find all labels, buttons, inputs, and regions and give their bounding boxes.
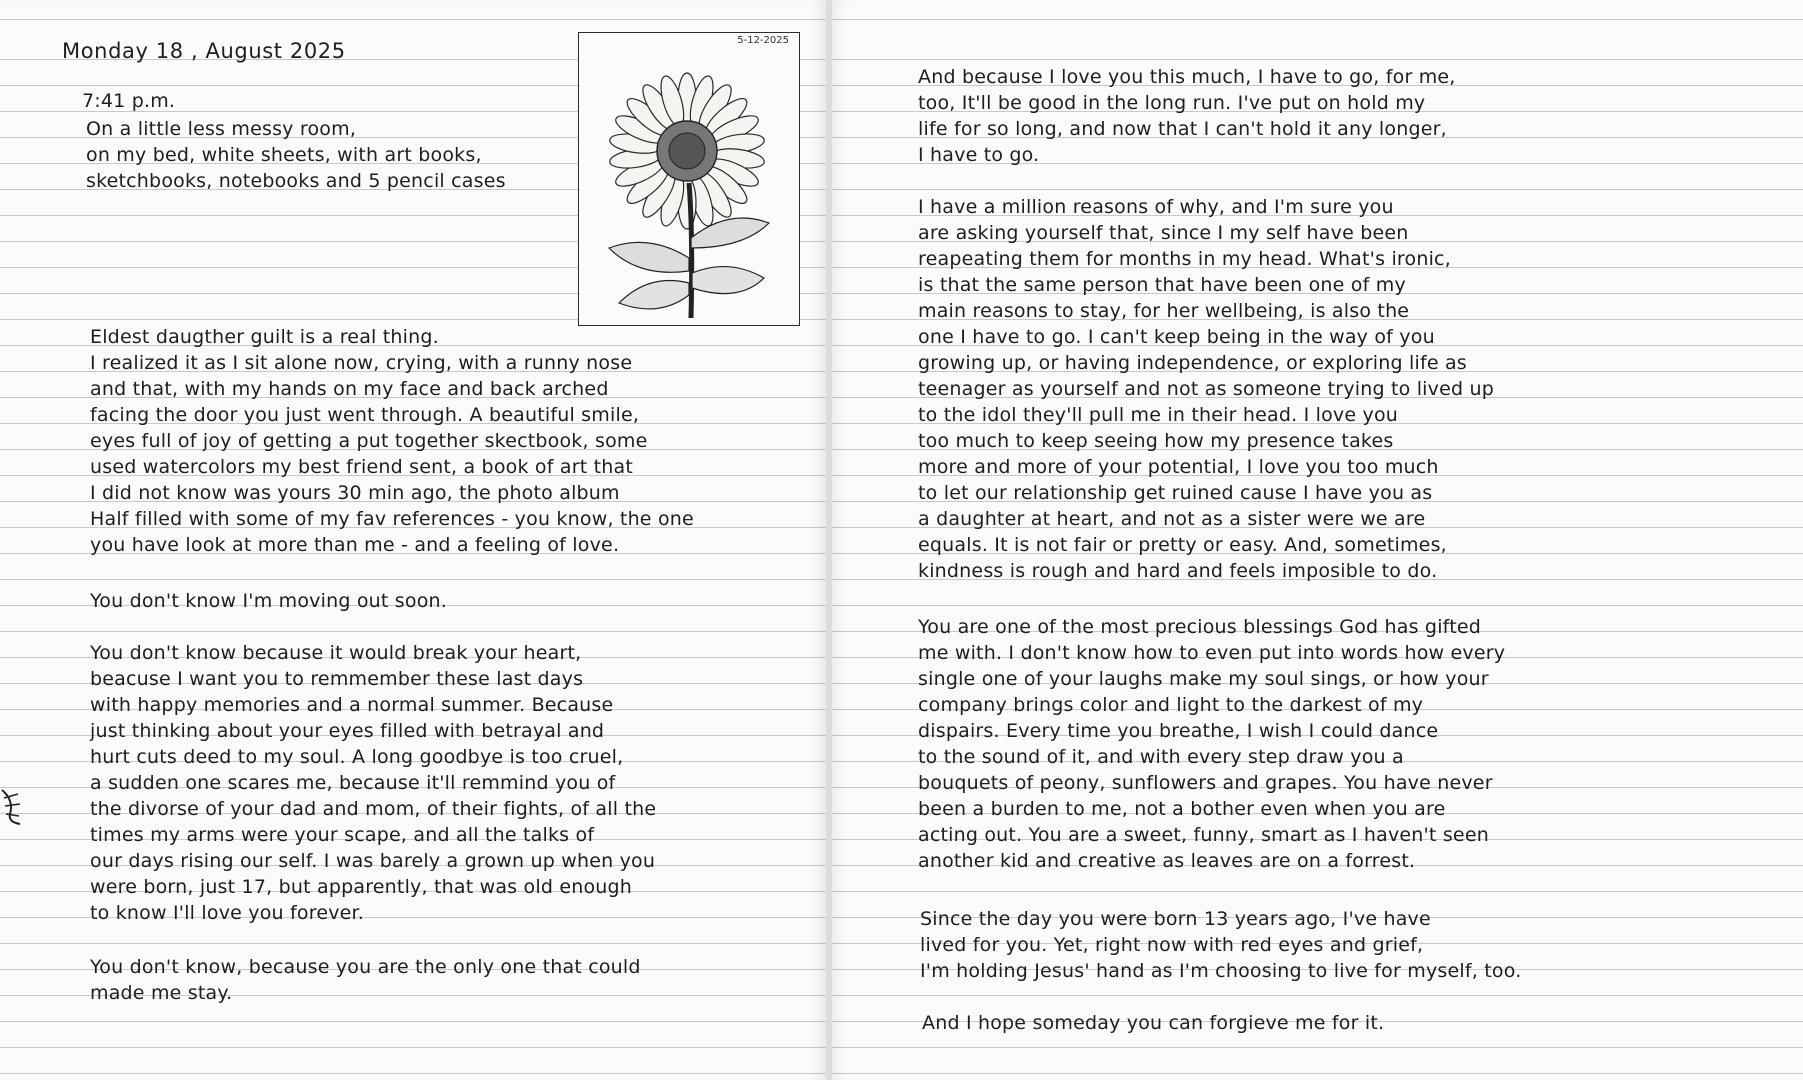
paragraph bbox=[918, 64, 1456, 168]
text-line: a daughter at heart, and not as a sister were we are bbox=[918, 508, 1426, 530]
text-line: used watercolors my best friend sent, a book of art that bbox=[90, 456, 633, 478]
entry-date: Monday 18 , August 2025 bbox=[62, 39, 346, 63]
text-line: reapeating them for months in my head. What's ironic, bbox=[918, 248, 1451, 270]
text-line: On a little less messy room, bbox=[86, 118, 357, 140]
text-line: were born, just 17, but apparently, that was old enough bbox=[90, 876, 633, 898]
text-line: eyes full of joy of getting a put together skectbook, some bbox=[90, 430, 648, 452]
text-line: too, It'll be good in the long run. I've put on hold my bbox=[918, 92, 1426, 114]
text-line: dispairs. Every time you breathe, I wish I could dance bbox=[918, 720, 1439, 742]
paragraph bbox=[920, 906, 1521, 984]
text-line: You don't know, because you are the only one that could bbox=[90, 956, 641, 978]
text-line: me with. I don't know how to even put into words how every bbox=[918, 642, 1506, 664]
text-line: teenager as yourself and not as someone trying to lived up bbox=[918, 378, 1494, 400]
text-line: life for so long, and now that I can't hold it any longer, bbox=[918, 118, 1447, 140]
text-line: hurt cuts deed to my soul. A long goodbye is too cruel, bbox=[90, 746, 624, 768]
margin-doodle-icon bbox=[0, 784, 26, 828]
paragraph bbox=[918, 194, 1494, 584]
text-line: bouquets of peony, sunflowers and grapes. You have never bbox=[918, 772, 1493, 794]
text-line: I have to go. bbox=[918, 144, 1040, 166]
text-line: made me stay. bbox=[90, 982, 233, 1004]
text-line: main reasons to stay, for her wellbeing, is also the bbox=[918, 300, 1410, 322]
sunflower-sketch bbox=[578, 32, 800, 326]
text-line: Eldest daugther guilt is a real thing. bbox=[90, 326, 439, 348]
text-line: You don't know because it would break your heart, bbox=[90, 642, 582, 664]
text-line: kindness is rough and hard and feels imposible to do. bbox=[918, 560, 1438, 582]
text-line: And I hope someday you can forgieve me for it. bbox=[922, 1012, 1385, 1034]
paragraph bbox=[90, 588, 447, 614]
right-page bbox=[832, 0, 1803, 1080]
text-line: Half filled with some of my fav references - you know, the one bbox=[90, 508, 694, 530]
text-line: You don't know I'm moving out soon. bbox=[90, 590, 448, 612]
text-line: just thinking about your eyes filled with betrayal and bbox=[90, 720, 605, 742]
text-line: I did not know was yours 30 min ago, the photo album bbox=[90, 482, 620, 504]
text-line: a sudden one scares me, because it'll remmind you of bbox=[90, 772, 616, 794]
sunflower-sketch-icon bbox=[579, 33, 799, 325]
text-line: equals. It is not fair or pretty or easy. And, sometimes, bbox=[918, 534, 1447, 556]
text-line: I'm holding Jesus' hand as I'm choosing to live for myself, too. bbox=[920, 960, 1522, 982]
text-line: to know I'll love you forever. bbox=[90, 902, 365, 924]
text-line: and that, with my hands on my face and back arched bbox=[90, 378, 609, 400]
text-line: too much to keep seeing how my presence takes bbox=[918, 430, 1394, 452]
entry-time: 7:41 p.m. bbox=[82, 90, 176, 112]
text-line: growing up, or having independence, or exploring life as bbox=[918, 352, 1467, 374]
text-line: to let our relationship get ruined cause I have you as bbox=[918, 482, 1433, 504]
text-line: been a burden to me, not a bother even when you are bbox=[918, 798, 1446, 820]
paragraph bbox=[922, 1010, 1384, 1036]
text-line: I realized it as I sit alone now, crying, with a runny nose bbox=[90, 352, 633, 374]
text-line: are asking yourself that, since I my self have been bbox=[918, 222, 1409, 244]
text-line: the divorse of your dad and mom, of their fights, of all the bbox=[90, 798, 657, 820]
text-line: another kid and creative as leaves are on a forrest. bbox=[918, 850, 1416, 872]
text-line: lived for you. Yet, right now with red eyes and grief, bbox=[920, 934, 1424, 956]
text-line: beacuse I want you to remmember these last days bbox=[90, 668, 584, 690]
sketch-date: 5-12-2025 bbox=[737, 35, 789, 46]
text-line: with happy memories and a normal summer. Because bbox=[90, 694, 614, 716]
left-page bbox=[0, 0, 826, 1080]
paragraph bbox=[918, 614, 1505, 874]
text-line: I have a million reasons of why, and I'm sure you bbox=[918, 196, 1394, 218]
paragraph bbox=[90, 954, 641, 1006]
text-line: sketchbooks, notebooks and 5 pencil cases bbox=[86, 170, 506, 192]
text-line: times my arms were your scape, and all the talks of bbox=[90, 824, 595, 846]
paragraph bbox=[90, 640, 656, 926]
text-line: single one of your laughs make my soul sings, or how your bbox=[918, 668, 1489, 690]
text-line: And because I love you this much, I have to go, for me, bbox=[918, 66, 1456, 88]
text-line: you have look at more than me - and a feeling of love. bbox=[90, 534, 620, 556]
text-line: our days rising our self. I was barely a grown up when you bbox=[90, 850, 656, 872]
text-line: on my bed, white sheets, with art books, bbox=[86, 144, 482, 166]
text-line: facing the door you just went through. A beautiful smile, bbox=[90, 404, 640, 426]
text-line: more and more of your potential, I love you too much bbox=[918, 456, 1439, 478]
text-line: is that the same person that have been one of my bbox=[918, 274, 1406, 296]
text-line: to the idol they'll pull me in their head. I love you bbox=[918, 404, 1399, 426]
text-line: You are one of the most precious blessings God has gifted bbox=[918, 616, 1482, 638]
text-line: Since the day you were born 13 years ago, I've have bbox=[920, 908, 1431, 930]
paragraph bbox=[90, 324, 694, 558]
text-line: one I have to go. I can't keep being in the way of you bbox=[918, 326, 1435, 348]
text-line: acting out. You are a sweet, funny, smart as I haven't seen bbox=[918, 824, 1489, 846]
text-line: to the sound of it, and with every step draw you a bbox=[918, 746, 1404, 768]
setting-description bbox=[86, 116, 506, 194]
text-line: company brings color and light to the darkest of my bbox=[918, 694, 1424, 716]
